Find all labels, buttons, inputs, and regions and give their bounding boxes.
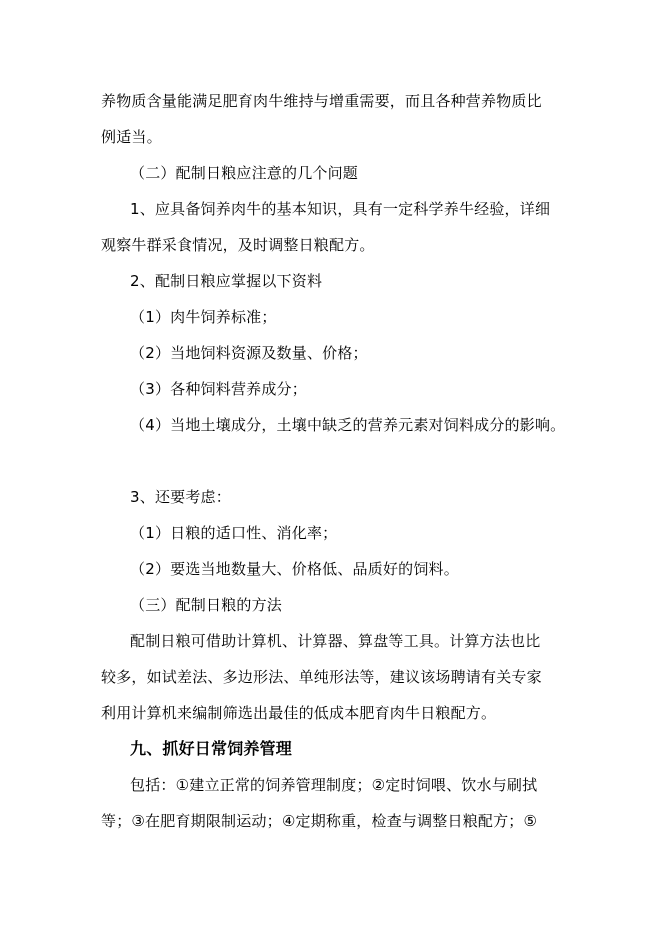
list-item: （4）当地土壤成分，土壤中缺乏的营养元素对饲料成分的影响。 <box>130 416 566 434</box>
text-line: 例适当。 <box>101 128 162 146</box>
text-line: 较多，如试差法、多边形法、单纯形法等，建议该场聘请有关专家 <box>101 668 542 686</box>
list-item: （2）当地饲料资源及数量、价格； <box>130 344 368 362</box>
list-item: （1）肉牛饲养标准； <box>130 308 277 326</box>
section-heading: （二）配制日粮应注意的几个问题 <box>130 164 359 182</box>
text-line: 等；③在肥育期限制运动；④定期称重，检查与调整日粮配方；⑤ <box>101 812 538 830</box>
text-line: 1、应具备饲养肉牛的基本知识，具有一定科学养牛经验，详细 <box>130 200 551 218</box>
list-item: （3）各种饲料营养成分； <box>130 380 307 398</box>
text-line: 3、还要考虑： <box>130 488 231 506</box>
list-item: （2）要选当地数量大、价格低、品质好的饲料。 <box>130 560 459 578</box>
list-item: （1）日粮的适口性、消化率； <box>130 524 338 542</box>
section-heading: （三）配制日粮的方法 <box>130 596 283 614</box>
text-line: 利用计算机来编制筛选出最佳的低成本肥育肉牛日粮配方。 <box>101 704 497 722</box>
text-line: 2、配制日粮应掌握以下资料 <box>130 272 323 290</box>
chapter-heading: 九、抓好日常饲养管理 <box>130 739 293 758</box>
text-line: 观察牛群采食情况，及时调整日粮配方。 <box>101 236 375 254</box>
text-line: 配制日粮可借助计算机、计算器、算盘等工具。计算方法也比 <box>130 632 541 650</box>
text-line: 养物质含量能满足肥育肉牛维持与增重需要，而且各种营养物质比 <box>101 92 542 110</box>
text-line: 包括：①建立正常的饲养管理制度；②定时饲喂、饮水与刷拭 <box>130 776 538 794</box>
